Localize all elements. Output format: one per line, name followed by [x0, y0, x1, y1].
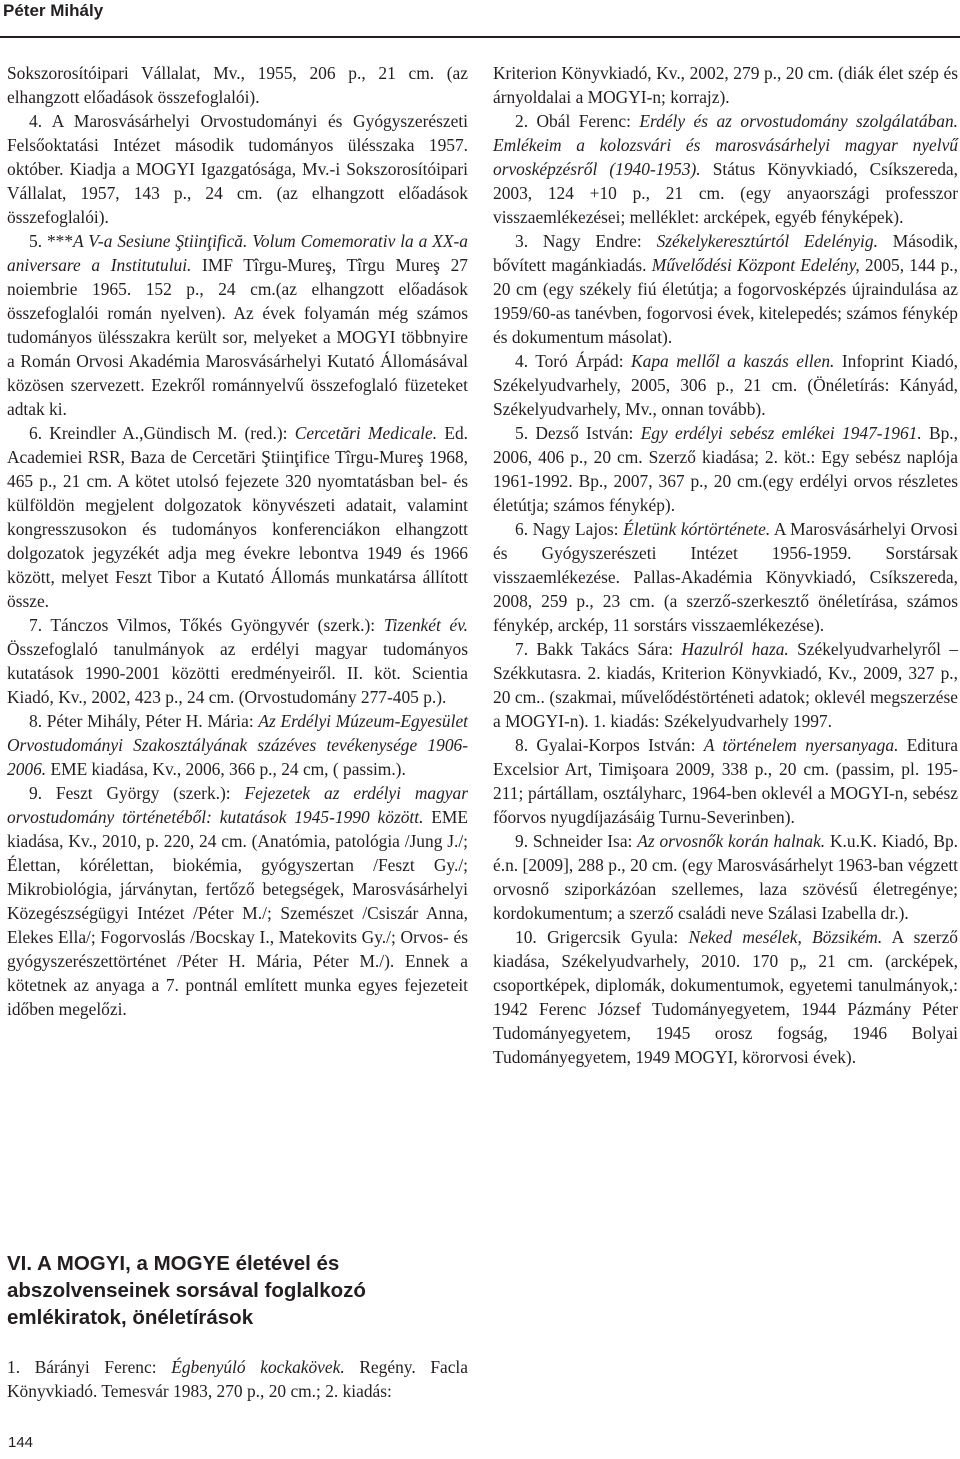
section-heading-vi: VI. A MOGYI, a MOGYE életével és abszolvenseinek sorsával foglalkozó emlékiratok, önéletírások [7, 1252, 366, 1329]
italic-title-text: Neked mesélek, Bözsikém. [688, 927, 883, 947]
italic-title-text: Művelődési Központ Edelény, [651, 255, 860, 275]
right-column [493, 61, 958, 1069]
paragraph [493, 421, 958, 517]
paragraph-text: 5. *** [29, 231, 74, 251]
paragraph-text: K.u.K. Kiadó, Bp. é.n. [2009], 288 p., 20 cm. (egy Marosvásárhelyt 1963-ban végzett orvosnő sziporkázóan szellemes, laza szövésű életregénye; kordokumentum; a szerző családi neve Szálasi Izabella dr.). [493, 831, 959, 923]
paragraph-text: 1. Bárányi Ferenc: [7, 1357, 172, 1377]
paragraph-text: 7. Tánczos Vilmos, Tőkés Gyöngyvér (szerk.): [29, 615, 384, 635]
italic-title-text: Az orvosnők korán halnak. [637, 831, 826, 851]
paragraph [493, 517, 958, 637]
paragraph [7, 613, 468, 709]
paragraph-text: IMF Tîrgu-Mureş, Tîrgu Mureş 27 noiembrie 1965. 152 p., 24 cm.(az elhangzott előadások összefoglalói román nyelven). Az évek folyamán még számos tudományos ülésszakra került sor, melyeket a MOGYI többnyire a Román Orvosi Akadémia Marosvásárhelyi Kutató Állomásával közösen szervezett. Ezekről románnyelvű összefoglaló füzeteket adtak ki. [7, 255, 468, 419]
paragraph-text: 2. Obál Ferenc: [515, 111, 640, 131]
paragraph-text: 3. Nagy Endre: [515, 231, 657, 251]
italic-title-text: Az Erdélyi Múzeum-Egyesület Orvostudományi Szakosztályának százéves tevékenysége 1906-2006. [7, 711, 469, 779]
paragraph-text: Editura Excelsior Art, Timişoara 2009, 338 p., 20 cm. (passim, pl. 195-211; pártállam, osztályharc, 1964-ben oklevél a MOGYI-n, sebész főorvos nyugdíjazásáig Turnu-Severinben). [493, 735, 958, 827]
italic-title-text: Kapa mellől a kaszás ellen. [631, 351, 835, 371]
paragraph-text: A szerző kiadása, Székelyudvarhely, 2010. 170 p„ 21 cm. (arcképek, csoportképek, diplomák, dokumentumok, egyetemi tanulmányok,: 1942 Ferenc József Tudományegyetem, 1944 Pázmány Péter Tudományegyetem, 1945 orosz fogság, 1946 Bolyai Tudományegyetem, 1949 MOGYI, körorvosi évek). [493, 927, 958, 1067]
paragraph [7, 1355, 468, 1403]
header-author-name: Péter Mihály [3, 1, 104, 20]
paragraph [7, 421, 468, 613]
paragraph-text: 9. Schneider Isa: [515, 831, 638, 851]
paragraph-text: Státus Könyvkiadó, Csíkszereda, 2003, 124 +10 p., 21 cm. (egy anyaországi professzor visszaemlékezései; melléklet: arcképek, egyéb fényképek). [493, 159, 958, 227]
italic-title-text: Fejezetek az erdélyi magyar orvostudomány történetéből: kutatások 1945-1990 között. [7, 783, 468, 827]
paragraph [7, 61, 468, 109]
paragraph-text: EME kiadása, Kv., 2006, 366 p., 24 cm, ( passim.). [46, 759, 406, 779]
paragraph-text: 10. Grigercsik Gyula: [515, 927, 689, 947]
paragraph-text: Sokszorosítóipari Vállalat, Mv., 1955, 206 p., 21 cm. (az elhangzott előadások összefoglalói). [7, 63, 468, 107]
paragraph [493, 229, 958, 349]
paragraph [7, 109, 468, 229]
italic-title-text: A történelem nyersanyaga. [703, 735, 899, 755]
paragraph [493, 829, 958, 925]
paragraph-text: Bp., 2006, 406 p., 20 cm. Szerző kiadása; 2. köt.: Egy sebész naplója 1961-1992. Bp., 2007, 367 p., 20 cm.(egy erdélyi orvos részletes életútja; számos fénykép). [493, 423, 958, 515]
paragraph-text: 8. Gyalai-Korpos István: [515, 735, 704, 755]
paragraph-text: 7. Bakk Takács Sára: [515, 639, 682, 659]
paragraph-text: Ed. Academiei RSR, Baza de Cercetări Ştiinţifice Tîrgu-Mureş 1968, 465 p., 21 cm. A kötet utolsó fejezete 320 nyomtatásban bel- és külföldön megjelent dolgozatok könyvészeti adatait, valamint kongresszusokon és tudományos konferenciákon elhangzott dolgozatok jegyzékét adja meg évekre lebontva 1949 és 1966 között, melyet Feszt Tibor a Kutató Állomás munkatársa állított össze. [7, 423, 468, 611]
paragraph-text: Összefoglaló tanulmányok az erdélyi magyar tudományos kutatások 1990-2001 közötti eredményeiről. II. köt. Scientia Kiadó, Kv., 2002, 423 p., 24 cm. (Orvostudomány 277-405 p.). [7, 639, 468, 707]
page-number: 144 [8, 1434, 34, 1451]
paragraph [493, 109, 958, 229]
paragraph-text: EME kiadása, Kv., 2010, p. 220, 24 cm. (Anatómia, patológia /Jung J./; Élettan, kórélettan, biokémia, gyógyszertan /Feszt Gy./; Mikrobiológia, járványtan, fertőző betegségek, Marosvásárhelyi Közegészségügyi Intézet /Péter M./; Szemészet /Csiszár Anna, Elekes Ella/; Fogorvoslás /Bocskay I., Matekovits Gy./; Orvos- és gyógyszerészettörténet /Péter H. Mária, Péter M./). Ennek a kötetnek az anyaga a 7. pontnál említett munka egyes fejezeteit időben megelőzi. [7, 807, 468, 1019]
paragraph-text: Infoprint Kiadó, Székelyudvarhely, 2005, 306 p., 21 cm. (Önéletírás: Kányád, Székelyudvarhely, Mv., onnan tovább). [493, 351, 958, 419]
paragraph-text: 2005, 144 p., 20 cm (egy székely fiú életútja; a fogorvosképzés újraindulása az 1959/60-as tanévben, fogorvosi évek, kitelepedés; számos fénykép és dokumentum másolat). [493, 255, 958, 347]
italic-title-text: Egy erdélyi sebész emlékei 1947-1961. [640, 423, 922, 443]
italic-title-text: A V-a Sesiune Ştiinţifică. Volum Comemorativ la a XX-a aniversare a Institutului. [7, 231, 468, 275]
paragraph-text: 5. Dezső István: [515, 423, 641, 443]
paragraph [7, 709, 468, 781]
paragraph [493, 637, 958, 733]
italic-title-text: Cercetări Medicale. [294, 423, 438, 443]
paragraph-text: 9. Feszt György (szerk.): [29, 783, 245, 803]
running-header [0, 0, 960, 38]
italic-title-text: Égbenyúló kockakövek. [171, 1357, 345, 1377]
paragraph-text: 8. Péter Mihály, Péter H. Mária: [29, 711, 259, 731]
paragraph [493, 61, 958, 109]
paragraph-text: Kriterion Könyvkiadó, Kv., 2002, 279 p., 20 cm. (diák élet szép és árnyoldalai a MOGYI-n; korrajz). [493, 63, 958, 107]
paragraph-text: A Marosvásárhelyi Orvosi és Gyógyszerészeti Intézet 1956-1959. Sorstársak visszaemlékezése. Pallas-Akadémia Könyvkiadó, Csíkszereda, 2008, 259 p., 23 cm. (a szerző-szerkesztő önéletírása, számos fénykép, arckép, 11 sorstárs visszaemlékezése). [493, 519, 958, 635]
paragraph [493, 349, 958, 421]
paragraph-text: Második, bővített magánkiadás. [493, 231, 958, 275]
paragraph [7, 229, 468, 421]
italic-title-text: Életünk kórtörténete. [623, 519, 771, 539]
paragraph [493, 925, 958, 1069]
paragraph-text: 6. Kreindler A.,Gündisch M. (red.): [29, 423, 295, 443]
paragraph-text: 4. Toró Árpád: [515, 351, 632, 371]
paragraph-text: Regény. Facla Könyvkiadó. Temesvár 1983, 270 p., 20 cm.; 2. kiadás: [7, 1357, 468, 1401]
italic-title-text: Hazulról haza. [681, 639, 789, 659]
paragraph [493, 733, 958, 829]
paragraph-text: 6. Nagy Lajos: [515, 519, 624, 539]
paragraph [7, 781, 468, 1021]
left-column-bottom [7, 1355, 468, 1403]
italic-title-text: Tizenkét év. [383, 615, 468, 635]
left-column [7, 61, 468, 1021]
paragraph-text: Székelyudvarhelyről – Székkutasra. 2. kiadás, Kriterion Könyvkiadó, Kv., 2009, 327 p., 20 cm.. (szakmai, művelődéstörténeti adatok; oklevél megszerzése a MOGYI-n). 1. kiadás: Székelyudvarhely 1997. [493, 639, 958, 731]
paragraph-text: 4. A Marosvásárhelyi Orvostudományi és Gyógyszerészeti Felsőoktatási Intézet második tudományos ülésszaka 1957. október. Kiadja a MOGYI Igazgatósága, Mv.-i Sokszorosítóipari Vállalat, 1957, 143 p., 24 cm. (az elhangzott előadások összefoglalói). [7, 111, 468, 227]
italic-title-text: Székelykeresztúrtól Edelényig. [656, 231, 878, 251]
italic-title-text: Erdély és az orvostudomány szolgálatában. Emlékeim a kolozsvári és marosvásárhelyi magyar nyelvű orvosképzésről (1940-1953). [493, 111, 958, 179]
